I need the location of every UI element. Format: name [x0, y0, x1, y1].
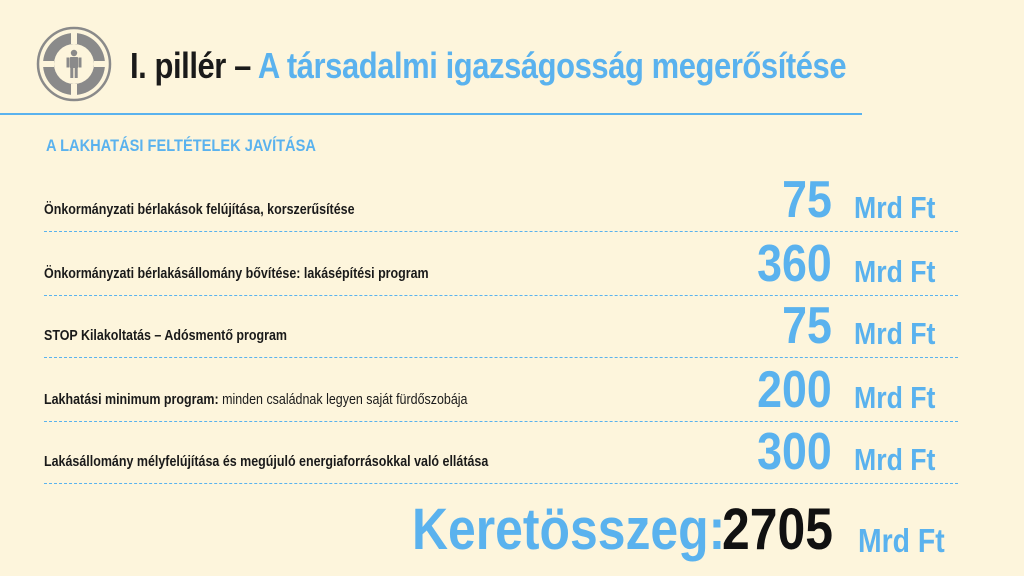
list-item — [44, 294, 958, 354]
list-item — [44, 420, 958, 480]
item-amount: 75 — [782, 297, 832, 355]
item-unit: Mrd Ft — [854, 316, 936, 351]
item-unit: Mrd Ft — [854, 190, 936, 225]
list-item — [44, 232, 958, 292]
list-item — [44, 168, 958, 228]
item-label: Önkormányzati bérlakások felújítása, korszerűsítése — [44, 202, 355, 218]
item-label: Lakhatási minimum program: minden családnak legyen saját fürdőszobája — [44, 392, 468, 408]
title-main: A társadalmi igazságosság megerősítése — [257, 45, 847, 86]
total-value: 2705 — [722, 497, 833, 562]
item-amount: 200 — [757, 361, 832, 419]
page-title — [130, 44, 846, 88]
item-amount: 300 — [757, 423, 832, 481]
item-unit: Mrd Ft — [854, 380, 936, 415]
item-label: STOP Kilakoltatás – Adósmentő program — [44, 328, 288, 344]
item-amount: 360 — [757, 235, 832, 293]
list-item — [44, 358, 958, 418]
title-prefix: I. pillér – — [130, 45, 258, 86]
section-heading: A LAKHATÁSI FELTÉTELEK JAVÍTÁSA — [46, 136, 316, 155]
item-label: Lakásállomány mélyfelújítása és megújuló energiaforrásokkal való ellátása — [44, 454, 489, 470]
title-underline — [0, 113, 862, 115]
lifebuoy-person-icon — [34, 24, 114, 104]
item-unit: Mrd Ft — [854, 442, 936, 477]
total-label: Keretösszeg: — [412, 497, 726, 562]
item-label: Önkormányzati bérlakásállomány bővítése: lakásépítési program — [44, 266, 429, 282]
item-amount: 75 — [782, 171, 832, 229]
item-unit: Mrd Ft — [854, 254, 936, 289]
total-unit: Mrd Ft — [858, 522, 945, 559]
total-amount — [412, 494, 1012, 564]
dashed-divider — [44, 483, 958, 484]
